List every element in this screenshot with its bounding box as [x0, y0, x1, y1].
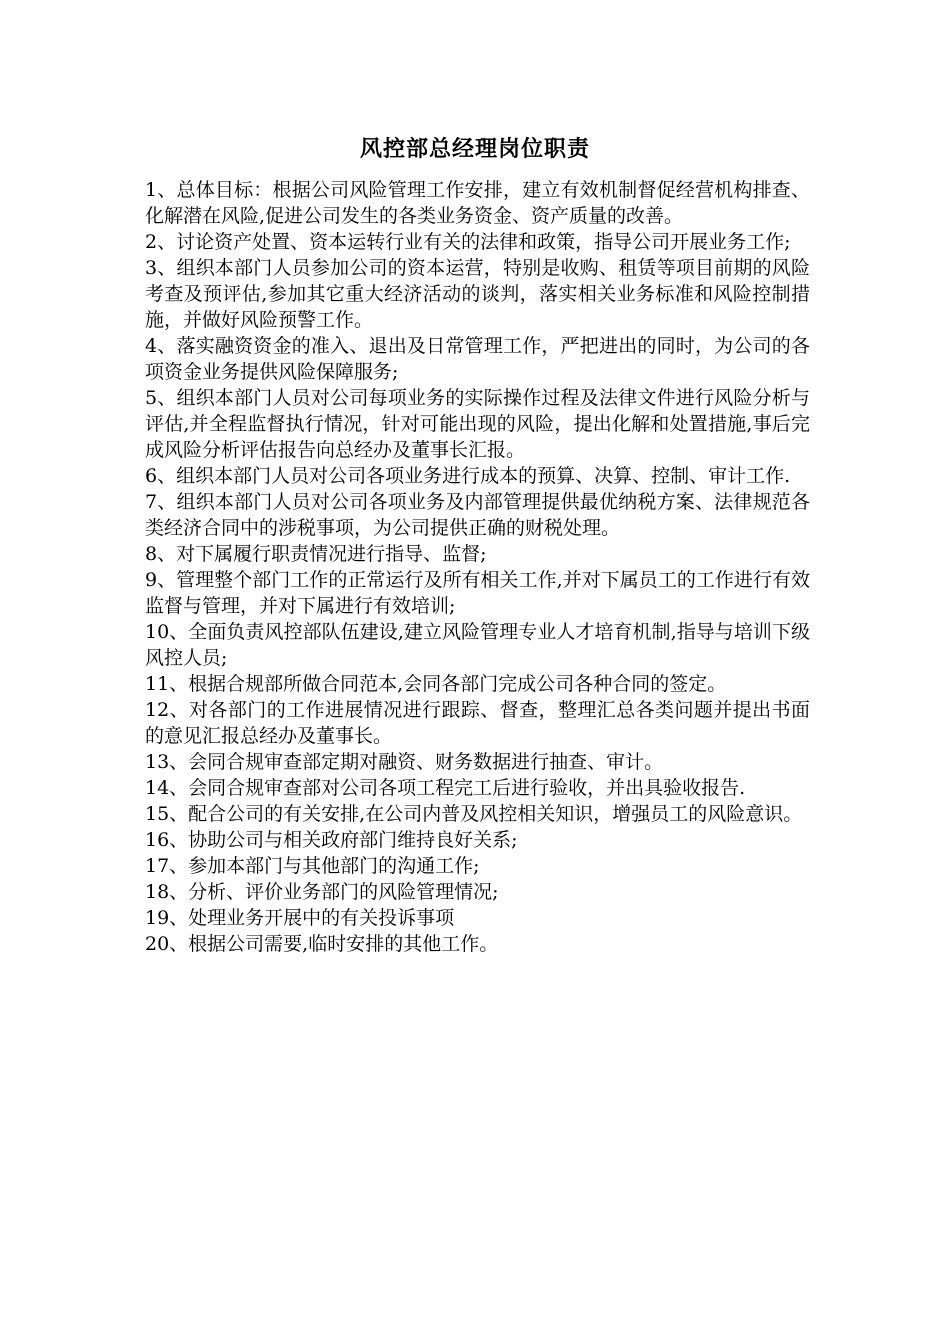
- duty-item: 20、根据公司需要,临时安排的其他工作。: [145, 933, 499, 955]
- duty-list: [145, 177, 810, 957]
- duty-item: 4、落实融资资金的准入、退出及日常管理工作，严把进出的同时，为公司的各项资金业务提供风险保障服务;: [145, 335, 810, 383]
- page-title: 风控部总经理岗位职责: [359, 136, 590, 162]
- duty-item: 12、对各部门的工作进展情况进行跟踪、督查，整理汇总各类问题并提出书面的意见汇报总经办及董事长。: [145, 699, 810, 747]
- duty-item: 7、组织本部门人员对公司各项业务及内部管理提供最优纳税方案、法律规范各类经济合同中的涉税事项，为公司提供正确的财税处理。: [145, 491, 810, 539]
- duty-item: 17、参加本部门与其他部门的沟通工作;: [145, 855, 480, 877]
- duty-item: 16、协助公司与相关政府部门维持良好关系;: [145, 829, 518, 851]
- duty-item: 10、全面负责风控部队伍建设,建立风险管理专业人才培育机制,指导与培训下级风控人员;: [145, 621, 810, 669]
- duty-item: 15、配合公司的有关安排,在公司内普及风控相关知识，增强员工的风险意识。: [145, 803, 803, 825]
- duty-item: 6、组织本部门人员对公司各项业务进行成本的预算、决算、控制、审计工作.: [145, 465, 791, 487]
- duty-item: 3、组织本部门人员参加公司的资本运营，特别是收购、租赁等项目前期的风险考查及预评估,参加其它重大经济活动的谈判，落实相关业务标准和风险控制措施，并做好风险预警工作。: [145, 257, 810, 331]
- duty-item: 9、管理整个部门工作的正常运行及所有相关工作,并对下属员工的工作进行有效监督与管理，并对下属进行有效培训;: [145, 569, 810, 617]
- duty-item: 5、组织本部门人员对公司每项业务的实际操作过程及法律文件进行风险分析与评估,并全程监督执行情况，针对可能出现的风险，提出化解和处置措施,事后完成风险分析评估报告向总经办及董事长汇报。: [145, 387, 810, 461]
- duty-item: 13、会同合规审查部定期对融资、财务数据进行抽查、审计。: [145, 751, 664, 773]
- duty-item: 8、对下属履行职责情况进行指导、监督;: [145, 543, 487, 565]
- duty-item: 18、分析、评价业务部门的风险管理情况;: [145, 881, 499, 903]
- duty-item: 11、根据合规部所做合同范本,会同各部门完成公司各种合同的签定。: [145, 673, 727, 695]
- duty-item: 14、会同合规审查部对公司各项工程完工后进行验收，并出具验收报告.: [145, 777, 746, 799]
- duty-item: 1、总体目标：根据公司风险管理工作安排，建立有效机制督促经营机构排查、化解潜在风险,促进公司发生的各类业务资金、资产质量的改善。: [145, 179, 810, 227]
- duty-item: 19、处理业务开展中的有关投诉事项: [145, 907, 455, 929]
- duty-item: 2、讨论资产处置、资本运转行业有关的法律和政策，指导公司开展业务工作;: [145, 231, 791, 253]
